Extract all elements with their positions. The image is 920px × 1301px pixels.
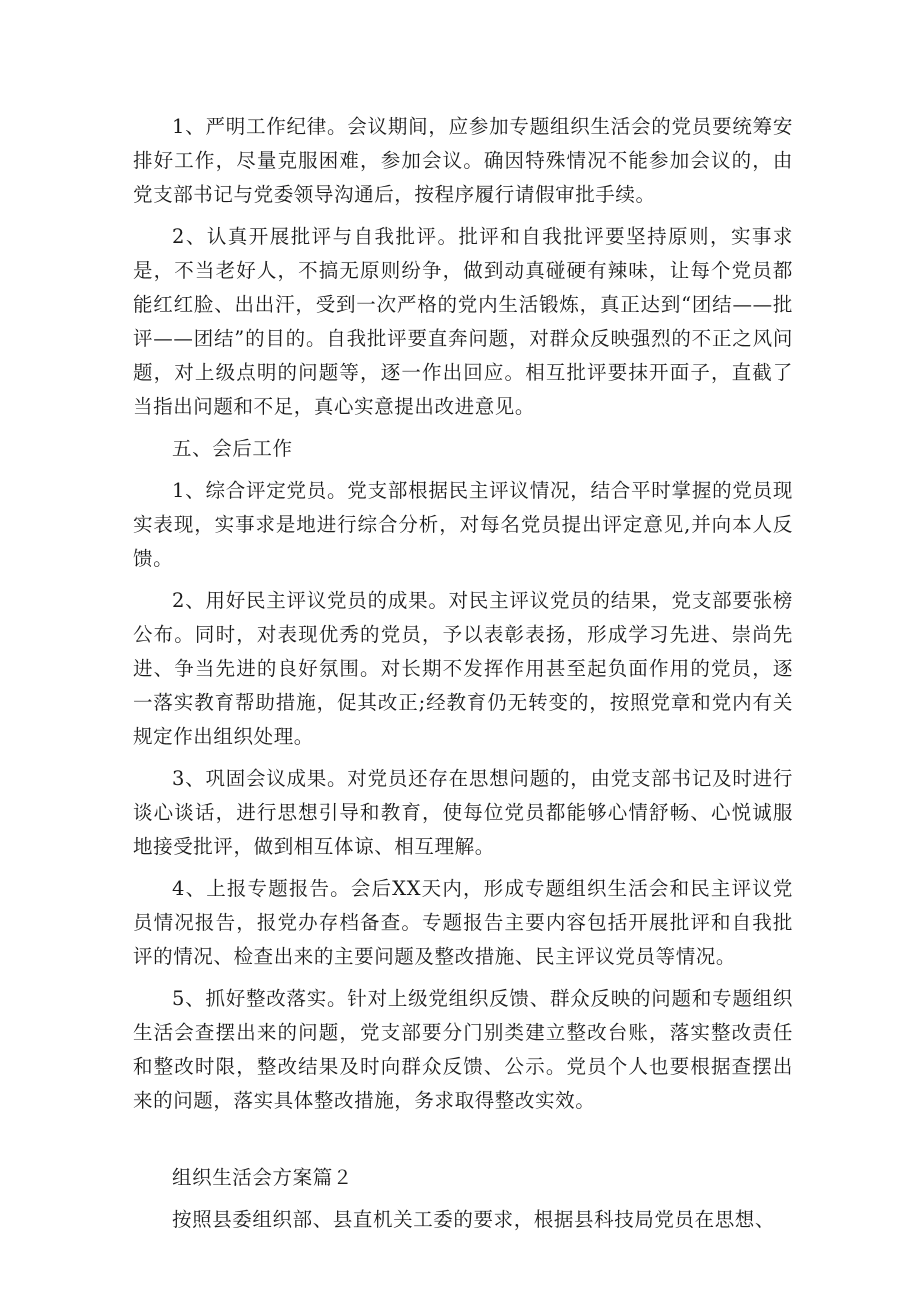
paragraph-use-results: 2、用好民主评议党员的成果。对民主评议党员的结果，党支部要张榜公布。同时，对表现优秀的党员，予以表彰表扬，形成学习先进、崇尚先进、争当先进的良好氛围。对长期不发挥作用甚至起负面作用的党员，逐一落实教育帮助措施，促其改正;经教育仍无转变的，按照党章和党内有关规定作出组织处理。 xyxy=(133,589,793,748)
paragraph-report: 4、上报专题报告。会后XX天内，形成专题组织生活会和民主评议党员情况报告，报党办存档备查。专题报告主要内容包括开展批评和自我批评的情况、检查出来的主要问题及整改措施、民主评议党员等情况。 xyxy=(133,877,793,968)
paragraph-criticism: 2、认真开展批评与自我批评。批评和自我批评要坚持原则，实事求是，不当老好人，不搞无原则纷争，做到动真碰硬有辣味，让每个党员都能红红脸、出出汗，受到一次严格的党内生活锻炼，真正达到“团结——批评——团结”的目的。自我批评要直奔问题，对群众反映强烈的不正之风问题，对上级点明的问题等，逐一作出回应。相互批评要抹开面子，直截了当指出问题和不足，真心实意提出改进意见。 xyxy=(133,225,793,418)
paragraph-plan-2-intro: 按照县委组织部、县直机关工委的要求，根据县科技局党员在思想、 xyxy=(172,1208,776,1231)
paragraph-work-discipline: 1、严明工作纪律。会议期间，应参加专题组织生活会的党员要统筹安排好工作，尽量克服困难，参加会议。确因特殊情况不能参加会议的，由党支部书记与党委领导沟通后，按程序履行请假审批手续。 xyxy=(133,115,793,206)
section-title-plan-2: 组织生活会方案篇２ xyxy=(172,1166,353,1189)
paragraph-evaluate-members: 1、综合评定党员。党支部根据民主评议情况，结合平时掌握的党员现实表现，实事求是地进行综合分析，对每名党员提出评定意见,并向本人反馈。 xyxy=(133,479,793,570)
section-heading-post-meeting: 五、会后工作 xyxy=(172,437,293,460)
document-body xyxy=(133,110,793,1245)
paragraph-consolidate-results: 3、巩固会议成果。对党员还存在思想问题的，由党支部书记及时进行谈心谈话，进行思想引导和教育，使每位党员都能够心情舒畅、心悦诚服地接受批评，做到相互体谅、相互理解。 xyxy=(133,767,793,858)
paragraph-rectification: 5、抓好整改落实。针对上级党组织反馈、群众反映的问题和专题组织生活会查摆出来的问题，党支部要分门别类建立整改台账，落实整改责任和整改时限，整改结果及时向群众反馈、公示。党员个人也要根据查摆出来的问题，落实具体整改措施，务求取得整改实效。 xyxy=(133,987,793,1112)
